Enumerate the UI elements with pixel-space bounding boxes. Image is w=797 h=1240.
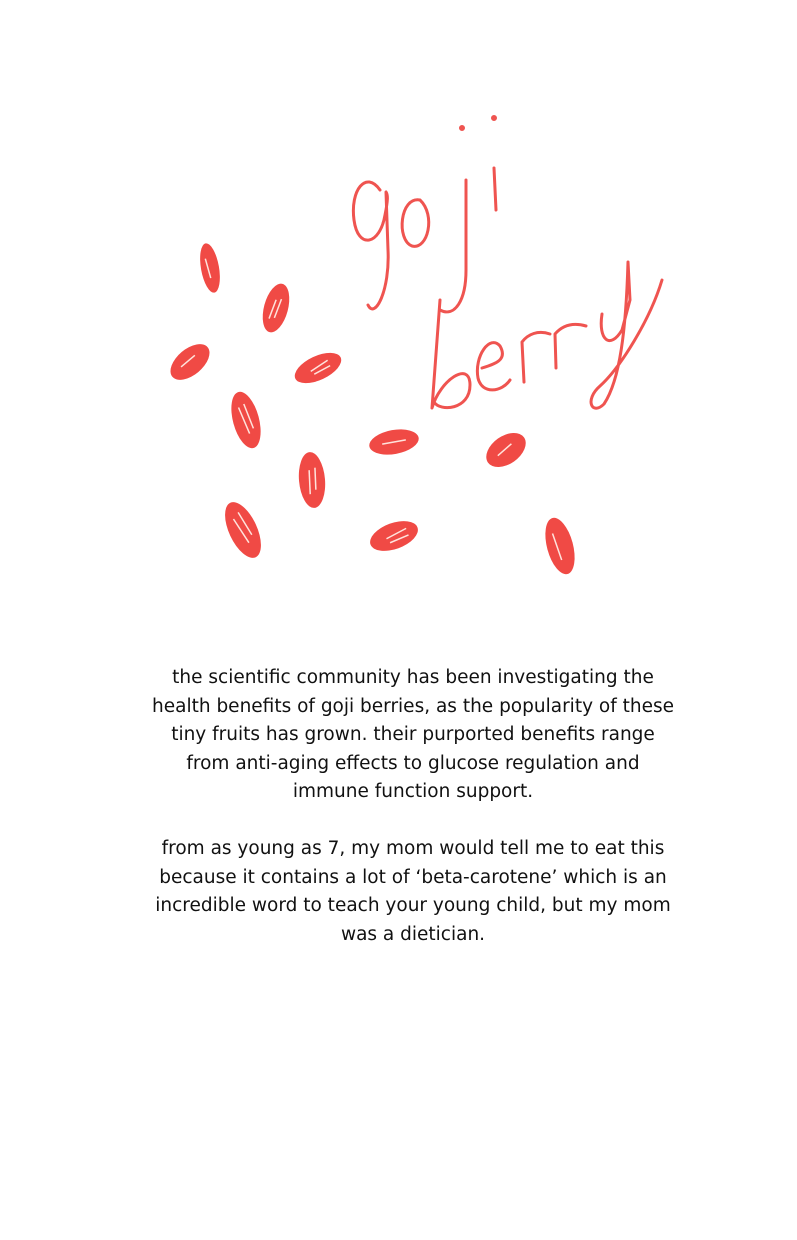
paragraph-1: the scientific community has been investigating the health benefits of goji berries, as the popularity of these tiny fruits has grown. their purported benefits range from anti-aging effects to glucose regulation and immune function support. <box>152 667 674 802</box>
berry <box>366 515 422 557</box>
berry <box>480 426 532 474</box>
berry <box>218 497 269 563</box>
letter-j <box>440 180 466 312</box>
letter-r1 <box>522 332 550 382</box>
letter-y <box>591 262 662 408</box>
paragraph-2: from as young as 7, my mom would tell me to eat this because it contains a lot of ‘beta-carotene’ which is an incredible word to teach your young child, but my mom was a dietician. <box>155 838 671 945</box>
berry <box>297 451 328 509</box>
berry <box>367 426 420 458</box>
letter-g <box>353 182 388 309</box>
letter-b <box>432 300 470 408</box>
berry <box>164 337 216 386</box>
berry <box>258 281 294 336</box>
berries <box>164 242 580 578</box>
dot-j <box>461 127 464 130</box>
letter-r2 <box>555 324 586 368</box>
berry <box>197 242 223 294</box>
letter-e <box>477 343 510 390</box>
berry <box>290 347 345 390</box>
body-text <box>150 664 676 978</box>
handwritten-title <box>353 117 662 409</box>
letter-i <box>494 168 496 210</box>
berry <box>226 389 266 452</box>
letter-o <box>402 200 429 247</box>
berry <box>540 515 580 578</box>
dot-i <box>493 117 496 120</box>
